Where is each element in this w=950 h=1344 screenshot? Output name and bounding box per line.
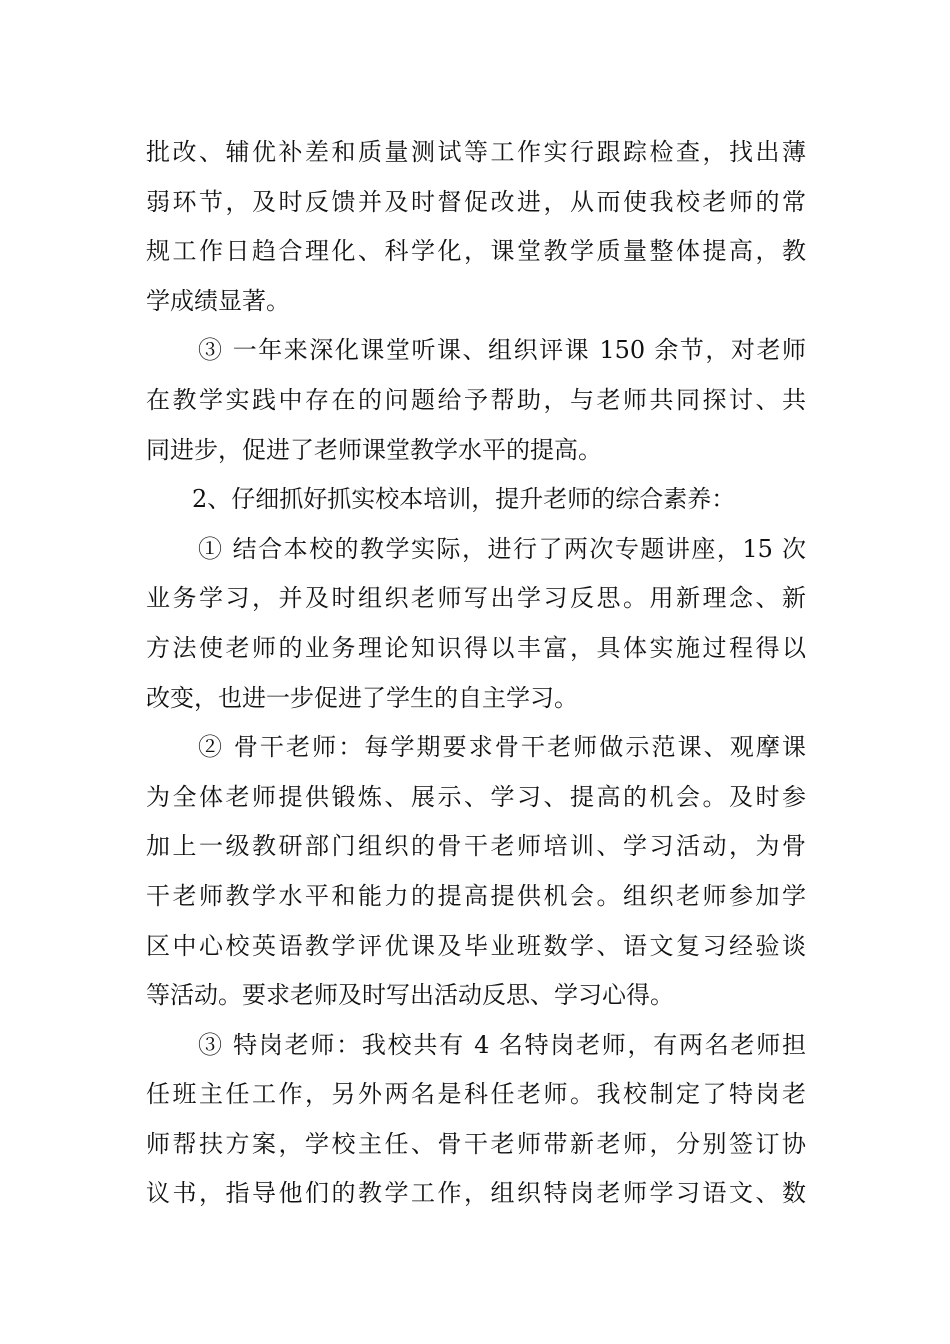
- section-heading: 2、仔细抓好抓实校本培训，提升老师的综合素养：: [192, 485, 736, 514]
- text-line: ③ 一年来深化课堂听课、组织评课 150 余节，对老师: [198, 336, 806, 365]
- body-text: [146, 128, 806, 1219]
- text-line: 方法使老师的业务理论知识得以丰富，具体实施过程得以: [146, 633, 806, 662]
- text-line: 为全体老师提供锻炼、展示、学习、提高的机会。及时参: [146, 782, 806, 811]
- text-line: ② 骨干老师：每学期要求骨干老师做示范课、观摩课: [198, 733, 806, 762]
- text-line: 同进步，促进了老师课堂教学水平的提高。: [146, 435, 602, 464]
- text-line: 规工作日趋合理化、科学化，课堂教学质量整体提高，教: [146, 237, 806, 266]
- text-line: ③ 特岗老师：我校共有 4 名特岗老师，有两名老师担: [198, 1030, 806, 1059]
- text-line: ① 结合本校的教学实际，进行了两次专题讲座，15 次: [198, 534, 806, 563]
- text-line: 区中心校英语教学评优课及毕业班数学、语文复习经验谈: [146, 931, 806, 960]
- text-line: 议书，指导他们的教学工作，组织特岗老师学习语文、数: [146, 1179, 806, 1208]
- text-line: 任班主任工作，另外两名是科任老师。我校制定了特岗老: [146, 1080, 806, 1109]
- text-line: 改变，也进一步促进了学生的自主学习。: [146, 683, 578, 712]
- text-line: 学成绩显著。: [146, 286, 290, 315]
- text-line: 弱环节，及时反馈并及时督促改进，从而使我校老师的常: [146, 187, 806, 216]
- text-line: 批改、辅优补差和质量测试等工作实行跟踪检查，找出薄: [146, 138, 806, 166]
- text-line: 加上一级教研部门组织的骨干老师培训、学习活动，为骨: [146, 832, 806, 861]
- text-line: 在教学实践中存在的问题给予帮助，与老师共同探讨、共: [146, 385, 806, 414]
- text-line: 干老师教学水平和能力的提高提供机会。组织老师参加学: [146, 881, 806, 910]
- text-line: 等活动。要求老师及时写出活动反思、学习心得。: [146, 981, 674, 1010]
- text-line: 业务学习，并及时组织老师写出学习反思。用新理念、新: [146, 584, 806, 613]
- text-line: 师帮扶方案，学校主任、骨干老师带新老师，分别签订协: [146, 1129, 806, 1158]
